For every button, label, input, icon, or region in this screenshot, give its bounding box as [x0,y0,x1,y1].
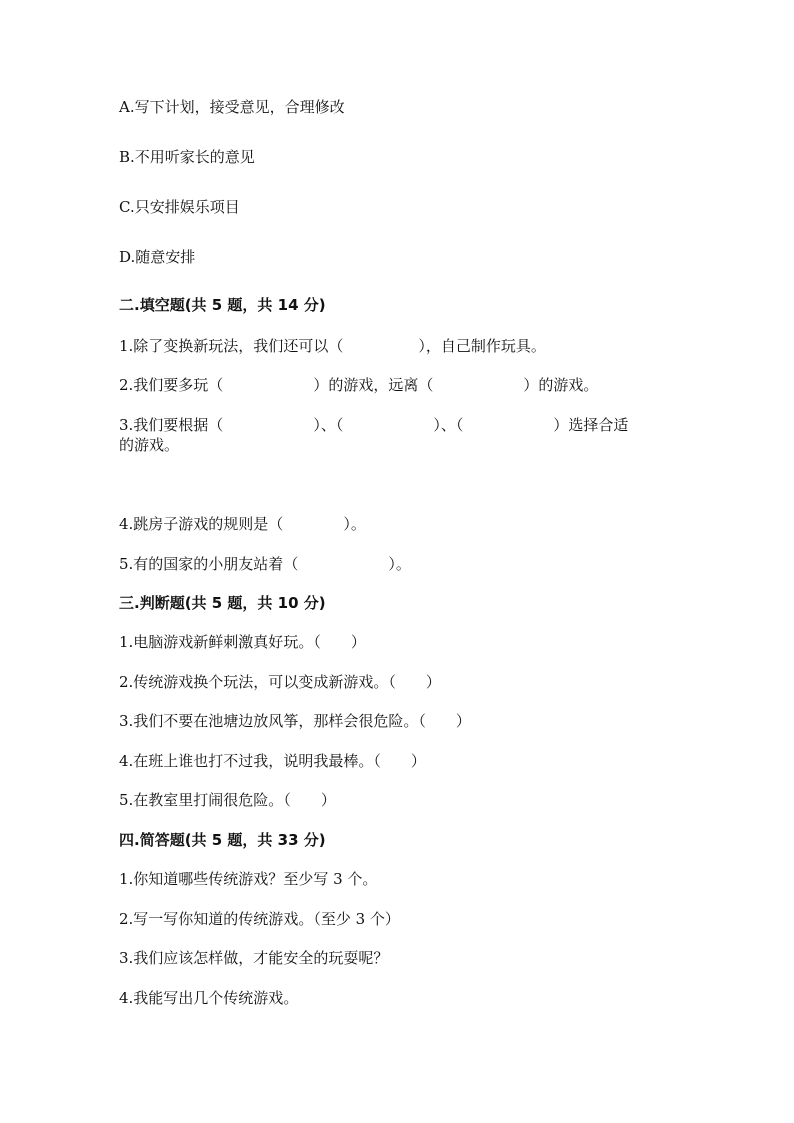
fill-question-1: 1.除了变换新玩法，我们还可以（ ），自己制作玩具。 [119,337,546,355]
choice-c: C.只安排娱乐项目 [119,198,240,216]
judge-question-3: 3.我们不要在池塘边放风筝，那样会很危险。（ ） [119,712,471,730]
judge-question-4: 4.在班上谁也打不过我，说明我最棒。（ ） [119,752,426,770]
fill-question-5: 5.有的国家的小朋友站着（ ）。 [119,555,411,573]
judge-question-5: 5.在教室里打闹很危险。（ ） [119,791,336,809]
short-question-3: 3.我们应该怎样做，才能安全的玩耍呢？ [119,949,389,967]
judge-question-1: 1.电脑游戏新鲜刺激真好玩。（ ） [119,633,366,651]
fill-question-3-line-2: 的游戏。 [119,436,180,454]
section-heading-fill-in: 二.填空题(共 5 题，共 14 分) [119,296,326,314]
fill-question-2: 2.我们要多玩（ ）的游戏，远离（ ）的游戏。 [119,376,599,394]
short-question-4: 4.我能写出几个传统游戏。 [119,989,299,1007]
short-question-2: 2.写一写你知道的传统游戏。（至少 3 个） [119,910,400,928]
choice-a: A.写下计划，接受意见，合理修改 [119,98,345,116]
choice-d: D.随意安排 [119,248,196,266]
section-heading-true-false: 三.判断题(共 5 题，共 10 分) [119,594,326,612]
fill-question-3-line-1: 3.我们要根据（ ）、（ ）、（ ）选择合适 [119,416,629,434]
choice-b: B.不用听家长的意见 [119,148,255,166]
judge-question-2: 2.传统游戏换个玩法，可以变成新游戏。（ ） [119,673,441,691]
fill-question-4: 4.跳房子游戏的规则是（ ）。 [119,515,366,533]
section-heading-short-answer: 四.简答题(共 5 题，共 33 分) [119,831,326,849]
short-question-1: 1.你知道哪些传统游戏？至少写 3 个。 [119,870,378,888]
